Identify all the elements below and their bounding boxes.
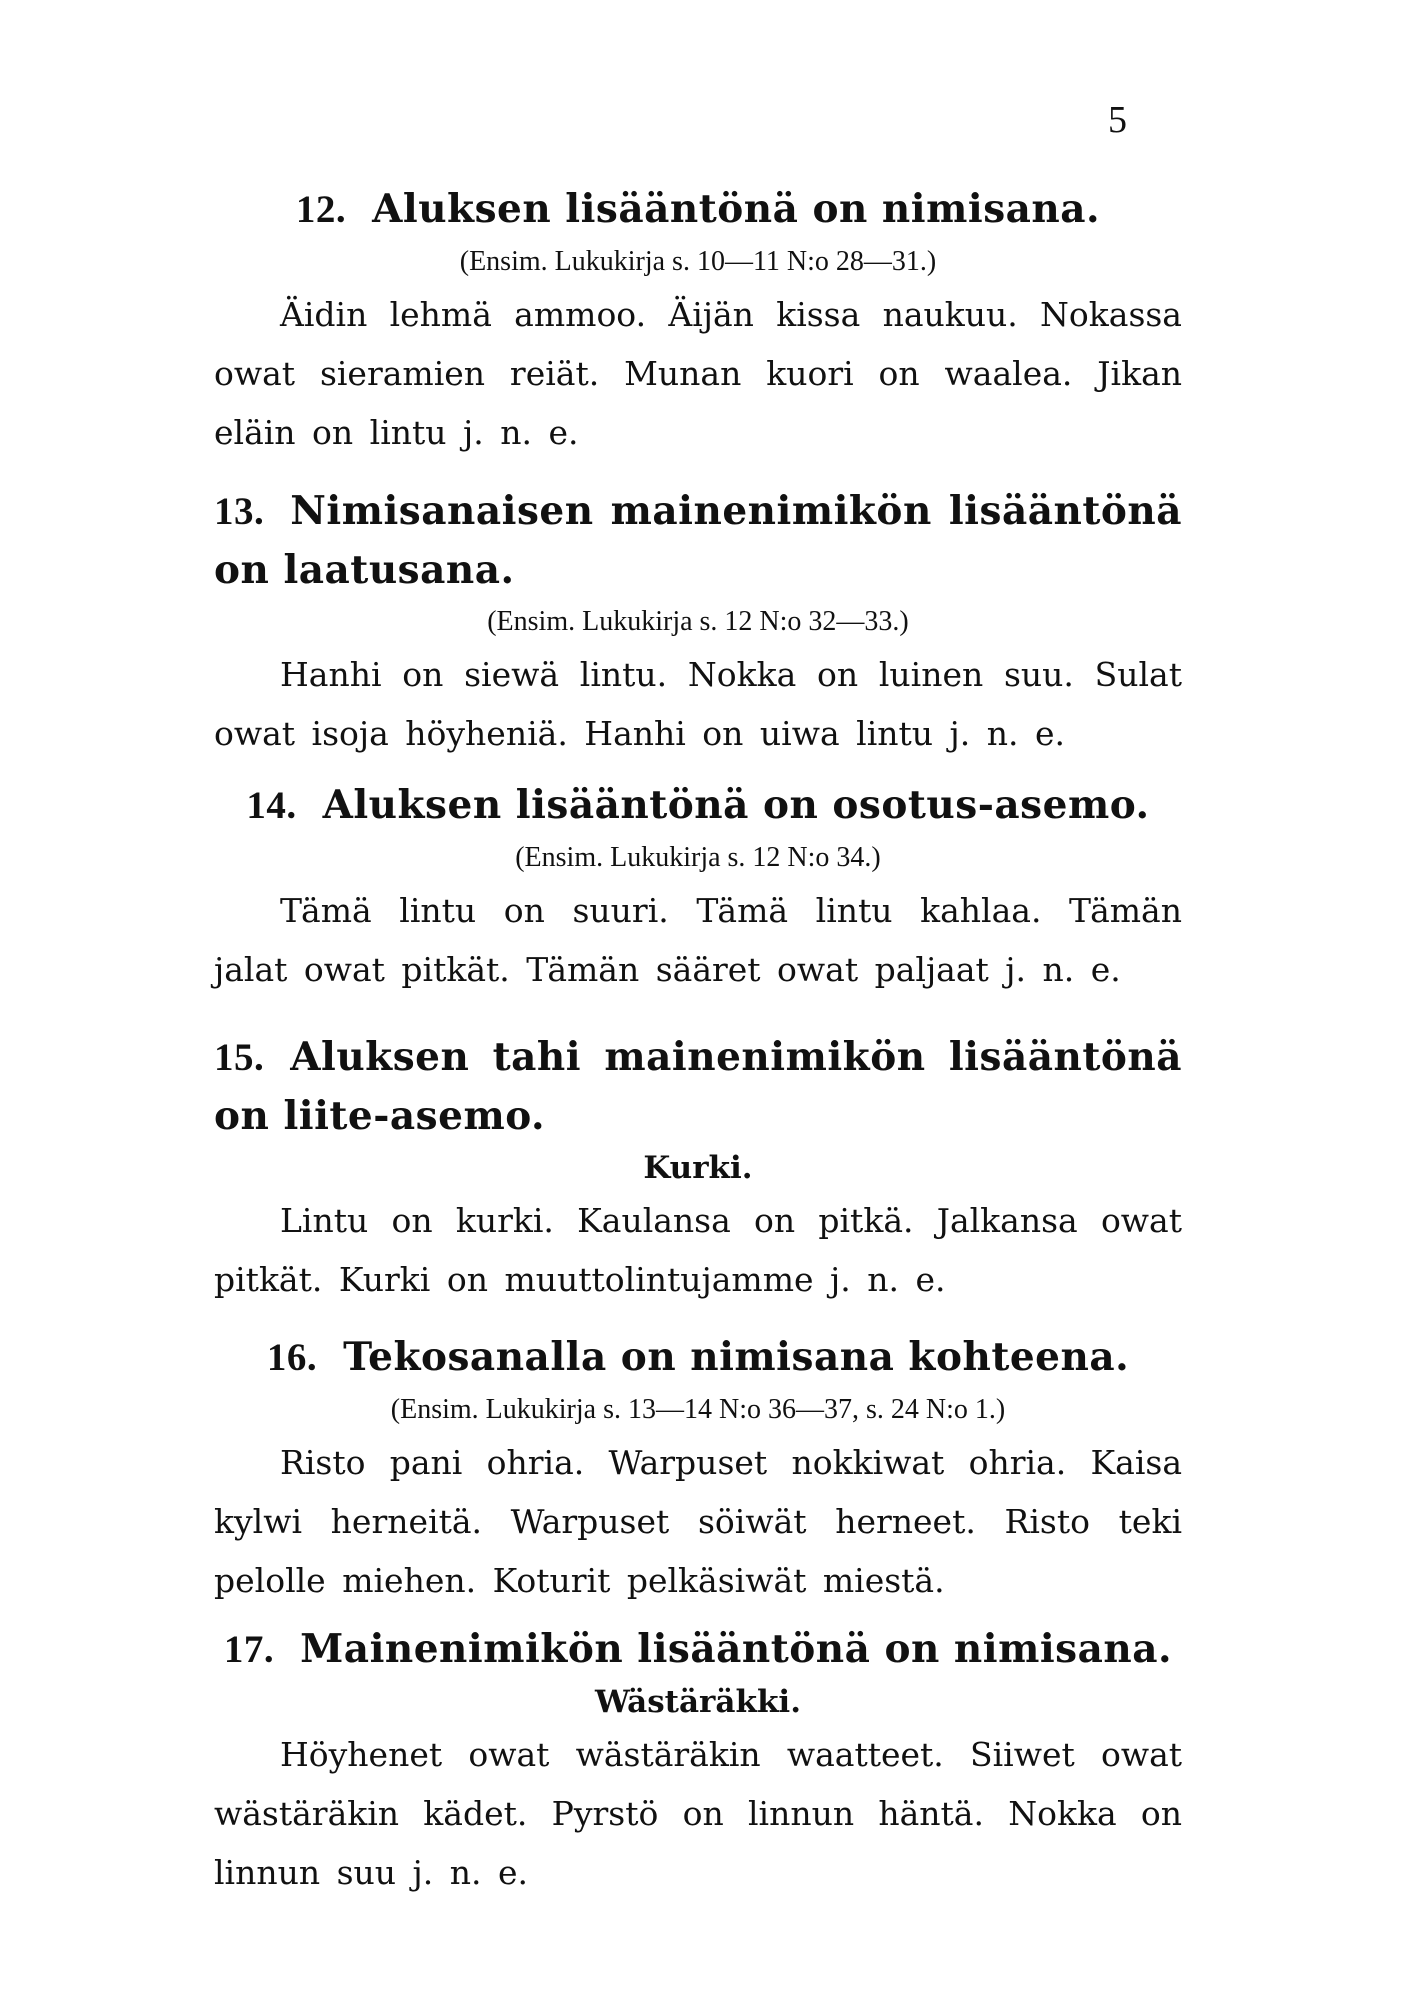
section-body: Tämä lintu on suuri. Tämä lintu kahlaa. Tämän jalat owat pitkät. Tämän sääret owat paljaat j. n. e.	[214, 891, 1182, 989]
section-number: 14.	[246, 784, 297, 827]
section-title: Aluksen tahi mainenimikön lisääntönä on liite-asemo.	[214, 1034, 1182, 1139]
section-subtitle: Wästäräkki.	[594, 1684, 801, 1720]
section-reference: (Ensim. Lukukirja s. 10—11 N:o 28—31.)	[459, 246, 937, 277]
section-number: 15.	[214, 1036, 265, 1079]
section-reference: (Ensim. Lukukirja s. 12 N:o 34.)	[515, 842, 881, 873]
section-16	[214, 1328, 1182, 1610]
section-15	[214, 1028, 1182, 1309]
section-number: 13.	[214, 490, 265, 533]
section-title: Mainenimikön lisääntönä on nimisana.	[300, 1626, 1173, 1672]
section-title: Aluksen lisääntönä on osotus-asemo.	[322, 782, 1150, 828]
section-heading	[214, 776, 1182, 835]
section-reference: (Ensim. Lukukirja s. 12 N:o 32—33.)	[487, 606, 909, 637]
section-number: 17.	[223, 1628, 275, 1671]
section-body: Lintu on kurki. Kaulansa on pitkä. Jalkansa owat pitkät. Kurki on muuttolintujamme j. n. e.	[214, 1201, 1182, 1299]
page-number: 5	[1108, 99, 1127, 141]
section-reference: (Ensim. Lukukirja s. 13—14 N:o 36—37, s. 24 N:o 1.)	[390, 1394, 1006, 1425]
section-body: Risto pani ohria. Warpuset nokkiwat ohria. Kaisa kylwi herneitä. Warpuset söiwät herneet. Risto teki pelolle miehen. Koturit pelkäsiwät miestä.	[214, 1443, 1182, 1600]
section-subtitle: Kurki.	[643, 1150, 753, 1186]
section-number: 16.	[266, 1336, 318, 1379]
section-body: Hanhi on siewä lintu. Nokka on luinen suu. Sulat owat isoja höyheniä. Hanhi on uiwa lintu j. n. e.	[214, 655, 1182, 753]
section-14	[214, 776, 1182, 999]
section-title: Nimisanaisen mainenimikön lisääntönä on laatusana.	[214, 488, 1182, 593]
section-heading	[214, 1620, 1182, 1679]
section-12	[214, 180, 1182, 462]
section-body: Höyhenet owat wästäräkin waatteet. Siiwet owat wästäräkin kädet. Pyrstö on linnun häntä. Nokka on linnun suu j. n. e.	[214, 1735, 1182, 1892]
section-title: Tekosanalla on nimisana kohteena.	[343, 1334, 1130, 1380]
section-title: Aluksen lisääntönä on nimisana.	[372, 186, 1101, 232]
section-number: 12.	[295, 188, 347, 231]
section-heading	[214, 1328, 1182, 1387]
section-heading	[214, 1028, 1182, 1145]
section-heading	[214, 180, 1182, 239]
section-heading	[214, 482, 1182, 599]
section-body: Äidin lehmä ammoo. Äijän kissa naukuu. Nokassa owat sieramien reiät. Munan kuori on waalea. Jikan eläin on lintu j. n. e.	[214, 295, 1182, 452]
section-17	[214, 1620, 1182, 1902]
section-13	[214, 482, 1182, 763]
